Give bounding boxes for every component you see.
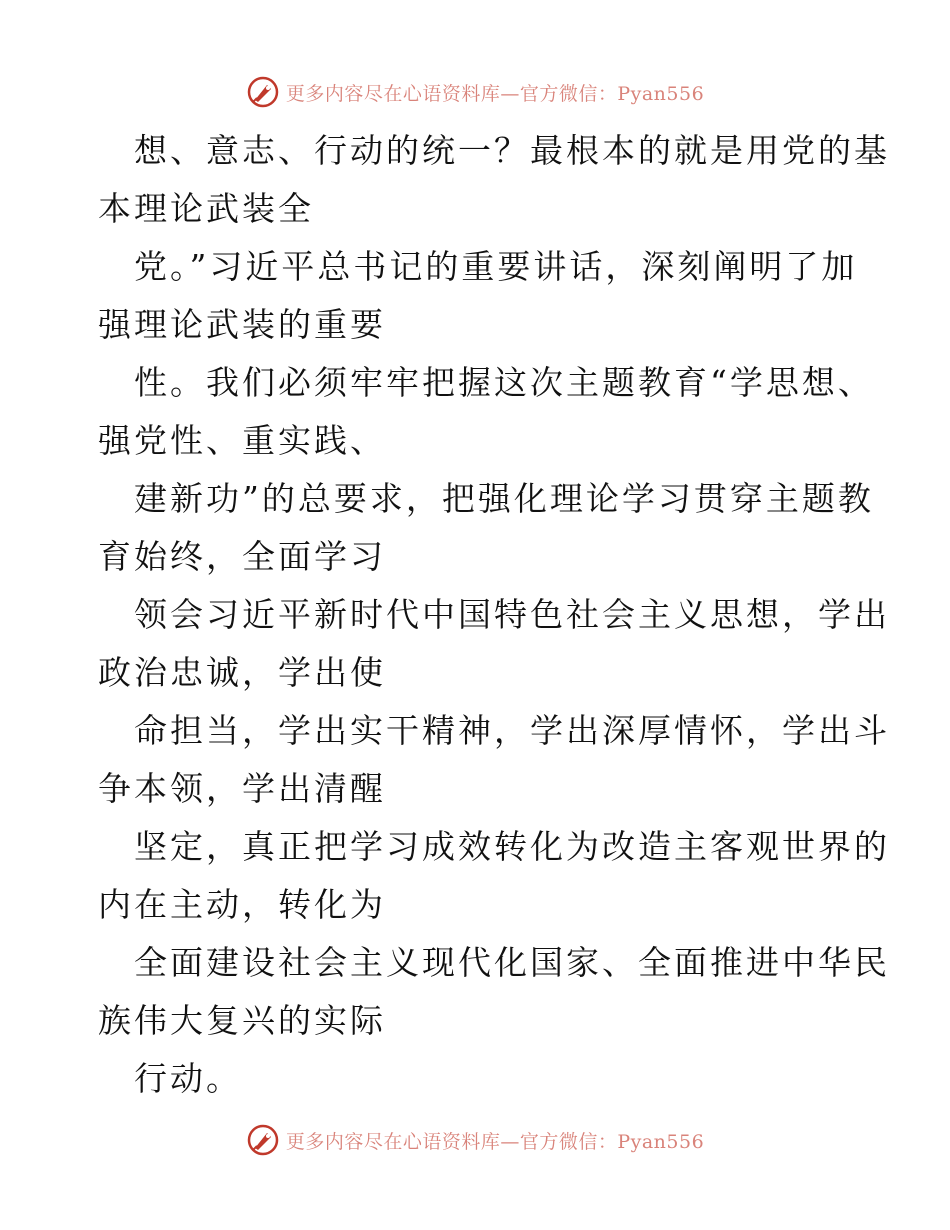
text-line-content: 想、意志、行动的统一？最根本的就是用党的基 [134,131,890,170]
text-line [98,1050,858,1108]
text-line [98,528,858,586]
text-line-content: 育始终，全面学习 [98,537,386,576]
text-line-content: 性。我们必须牢牢把握这次主题教育“学思想、 [134,363,874,402]
pen-nib-logo-icon [246,1123,280,1157]
text-line-content: 建新功”的总要求，把强化理论学习贯穿主题教 [134,479,874,518]
text-line [98,992,858,1050]
text-line [98,876,858,934]
text-line-content: 内在主动，转化为 [98,885,386,924]
footer-banner-text: 更多内容尽在心语资料库—官方微信：Pyan556 [285,1130,705,1153]
text-line-content: 本理论武装全 [98,189,314,228]
pen-nib-logo-icon [246,75,280,109]
text-line [98,644,858,702]
text-line [98,760,858,818]
text-line-content: 命担当，学出实干精神，学出深厚情怀，学出斗 [134,711,890,750]
text-line [98,180,858,238]
text-line-content: 争本领，学出清醒 [98,769,386,808]
text-line-content: 党。”习近平总书记的重要讲话，深刻阐明了加 [134,247,858,286]
text-line [98,296,858,354]
text-line-content: 领会习近平新时代中国特色社会主义思想，学出 [134,595,890,634]
header-banner [0,72,950,112]
footer-banner [0,1120,950,1160]
footer-banner-inner [246,1123,704,1157]
text-line [98,354,874,412]
text-line-content: 全面建设社会主义现代化国家、全面推进中华民 [134,943,890,982]
text-line [98,818,890,876]
text-line-content: 坚定，真正把学习成效转化为改造主客观世界的 [134,827,890,866]
text-line [98,470,874,528]
text-line [98,122,890,180]
header-banner-inner [246,75,704,109]
text-line-content: 行动。 [134,1059,242,1098]
text-line-content: 政治忠诚，学出使 [98,653,386,692]
text-line-content: 族伟大复兴的实际 [98,1001,386,1040]
text-line [98,586,890,644]
text-line [98,702,890,760]
body-text [98,122,890,1108]
header-banner-text: 更多内容尽在心语资料库—官方微信：Pyan556 [285,82,705,105]
text-line [98,238,858,296]
text-line [98,934,890,992]
text-line-content: 强党性、重实践、 [98,421,386,460]
text-line [98,412,858,470]
text-line-content: 强理论武装的重要 [98,305,386,344]
